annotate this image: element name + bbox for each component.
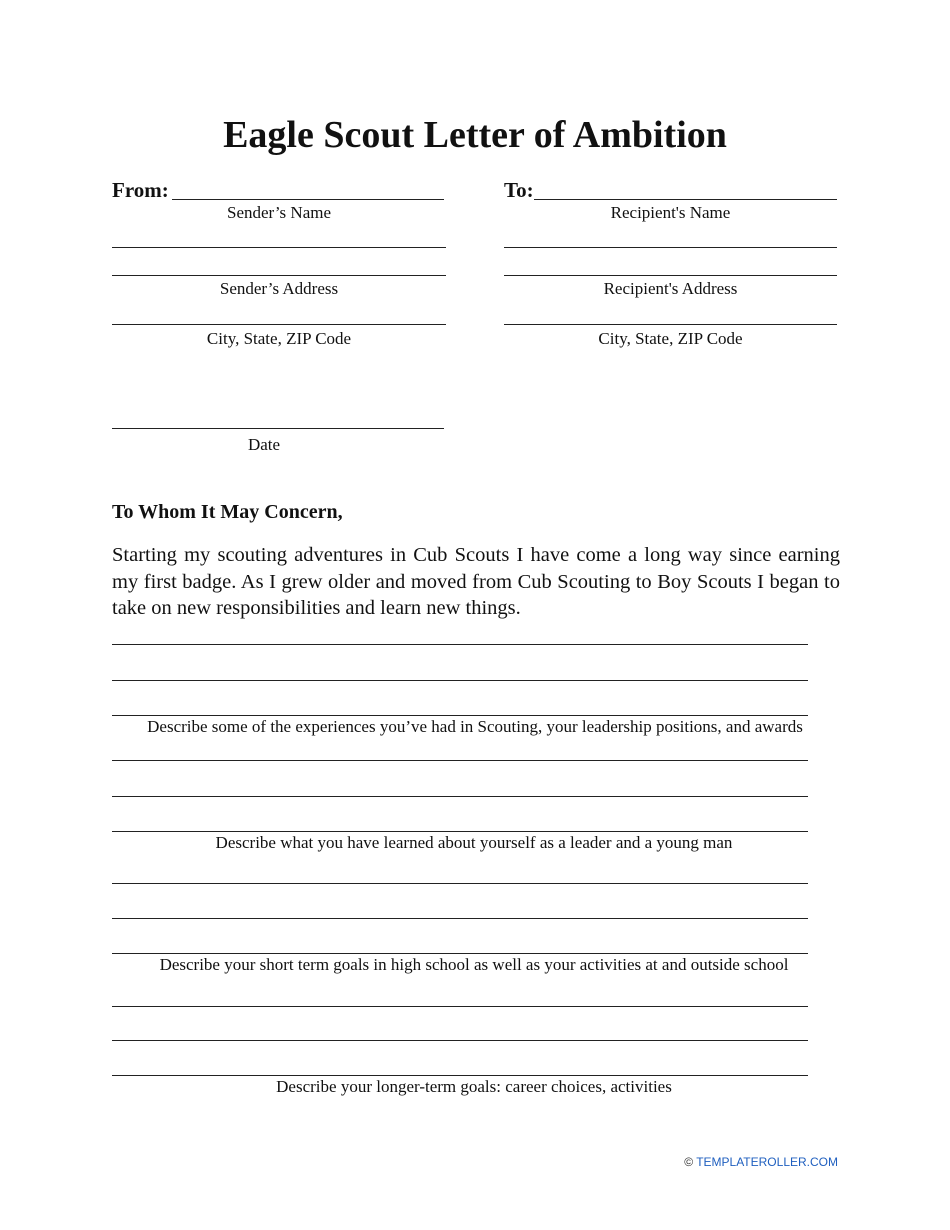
recipient-city-line[interactable]: [504, 324, 837, 325]
section-2-caption: Describe what you have learned about yourself as a leader and a young man: [215, 833, 733, 852]
section-1-line-2[interactable]: [112, 680, 808, 681]
sender-address-caption: Sender’s Address: [219, 279, 339, 298]
section-4-caption: Describe your longer-term goals: career choices, activities: [276, 1077, 672, 1096]
recipient-address-caption: Recipient's Address: [603, 279, 738, 298]
to-label: To:: [504, 178, 534, 202]
section-2-line-1[interactable]: [112, 760, 808, 761]
date-caption: Date: [247, 435, 281, 454]
copyright-symbol: ©: [684, 1155, 694, 1169]
section-3-line-2[interactable]: [112, 918, 808, 919]
page-title: Eagle Scout Letter of Ambition: [223, 114, 727, 156]
sender-city-line[interactable]: [112, 324, 446, 325]
recipient-address-line-2[interactable]: [504, 275, 837, 276]
intro-paragraph: Starting my scouting adventures in Cub Scouts I have come a long way since earning my first badge. As I grew older and moved from Cub Scouting to Boy Scouts I began to take on new responsibilities and learn new things.: [112, 544, 840, 619]
section-3-line-3[interactable]: [112, 953, 808, 954]
recipient-address-line-1[interactable]: [504, 247, 837, 248]
section-1-line-3[interactable]: [112, 715, 808, 716]
section-4-line-1[interactable]: [112, 1006, 808, 1007]
date-line[interactable]: [112, 428, 444, 429]
section-4-line-2[interactable]: [112, 1040, 808, 1041]
section-3-line-1[interactable]: [112, 883, 808, 884]
sender-name-line[interactable]: [172, 199, 444, 200]
footer-credit: [684, 1155, 838, 1169]
section-1-line-1[interactable]: [112, 644, 808, 645]
recipient-city-caption: City, State, ZIP Code: [598, 329, 743, 348]
section-2-line-2[interactable]: [112, 796, 808, 797]
recipient-name-caption: Recipient's Name: [610, 203, 731, 222]
recipient-name-line[interactable]: [534, 199, 837, 200]
sender-city-caption: City, State, ZIP Code: [206, 329, 352, 348]
site-link[interactable]: TEMPLATEROLLER.COM: [696, 1155, 838, 1169]
section-2-line-3[interactable]: [112, 831, 808, 832]
section-1-caption: Describe some of the experiences you’ve had in Scouting, your leadership positions, and awards: [147, 717, 803, 736]
sender-address-line-2[interactable]: [112, 275, 446, 276]
sender-address-line-1[interactable]: [112, 247, 446, 248]
section-3-caption: Describe your short term goals in high school as well as your activities at and outside school: [159, 955, 789, 974]
greeting: To Whom It May Concern,: [112, 501, 343, 523]
from-label: From:: [112, 178, 169, 202]
section-4-line-3[interactable]: [112, 1075, 808, 1076]
sender-name-caption: Sender’s Name: [226, 203, 332, 222]
